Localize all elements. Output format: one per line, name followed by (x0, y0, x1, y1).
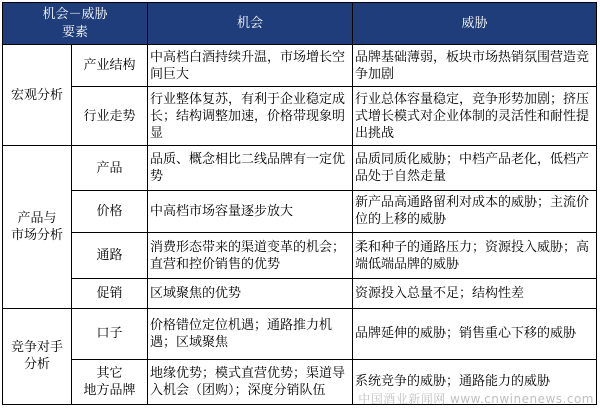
opportunity-cell: 中高档市场容量逐步放大 (148, 190, 353, 232)
factor-promotion: 促销 (72, 279, 148, 309)
swot-table (2, 2, 597, 405)
table-row (3, 45, 597, 87)
watermark: 中国酒业新闻网 www.cnwinenews.com (358, 392, 594, 406)
factor-channel: 通路 (72, 233, 148, 279)
header-row (3, 3, 597, 45)
opportunity-cell: 行业整体复苏，有利于企业稳定成长；结构调整加速，价格带现象明显 (148, 87, 353, 146)
header-corner (3, 3, 148, 45)
category-macro: 宏观分析 (3, 45, 72, 146)
table-row (3, 233, 597, 279)
header-threat: 威胁 (353, 3, 597, 45)
factor-other-local-brands: 其它 地方品牌 (72, 359, 148, 404)
table-row (3, 87, 597, 146)
opportunity-cell: 消费形态带来的渠道变革的机会；直营和控价销售的优势 (148, 233, 353, 279)
header-corner-line1: 机会－威胁 (42, 6, 108, 22)
table-row (3, 279, 597, 309)
header-corner-line2: 要素 (62, 24, 89, 40)
table-row (3, 190, 597, 232)
threat-cell: 行业总体容量稳定，竞争形势加剧；挤压式增长模式对企业体制的灵活性和耐性提出挑战 (353, 87, 597, 146)
threat-cell: 资源投入总量不足；结构性差 (353, 279, 597, 309)
opportunity-cell: 价格错位定位机遇；通路推力机遇；区域聚焦 (148, 308, 353, 359)
table-row (3, 146, 597, 190)
threat-cell: 品牌基础薄弱，板块市场热销氛围营造竞争加剧 (353, 45, 597, 87)
opportunity-cell: 区域聚焦的优势 (148, 279, 353, 309)
header-opportunity: 机会 (148, 3, 353, 45)
opportunity-cell: 地缘优势；模式直营优势；渠道导入机会（团购）；深度分销队伍 (148, 359, 353, 404)
table-row (3, 308, 597, 359)
opportunity-cell: 中高档白酒持续升温，市场增长空间巨大 (148, 45, 353, 87)
category-product-market: 产品与 市场分析 (3, 146, 72, 308)
factor-kouzi: 口子 (72, 308, 148, 359)
threat-cell: 柔和种子的通路压力；资源投入威胁；高端低端品牌的威胁 (353, 233, 597, 279)
factor-industry-structure: 产业结构 (72, 45, 148, 87)
opportunity-cell: 品质、概念相比二线品牌有一定优势 (148, 146, 353, 190)
threat-cell: 品牌延伸的威胁；销售重心下移的威胁 (353, 308, 597, 359)
threat-cell: 系统竞争的威胁；通路能力的威胁 (353, 359, 597, 404)
factor-product: 产品 (72, 146, 148, 190)
threat-cell: 新产品高通路留利对成本的威胁；主流价位的上移的威胁 (353, 190, 597, 232)
factor-price: 价格 (72, 190, 148, 232)
factor-industry-trend: 行业走势 (72, 87, 148, 146)
threat-cell: 品质同质化威胁；中档产品老化，低档产品处于自然走量 (353, 146, 597, 190)
category-competitor: 竞争对手 分析 (3, 308, 72, 404)
